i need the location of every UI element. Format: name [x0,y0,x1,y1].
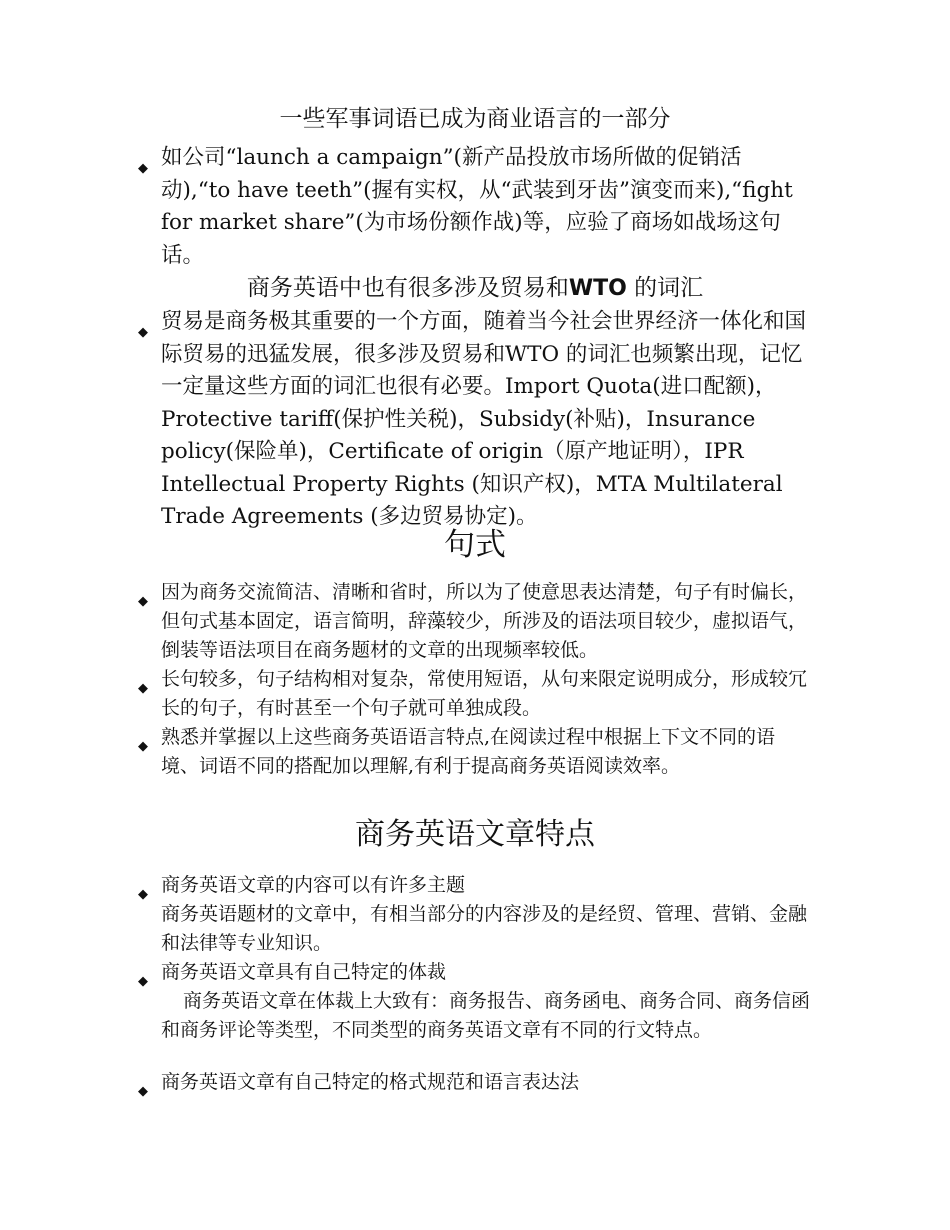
bullet-diamond-icon: ◆ [138,739,148,754]
bullet-body [161,871,810,958]
feature-bullet [138,958,810,1045]
sentence-bullet [138,665,810,723]
military-words-heading: 一些军事词语已成为商业语言的一部分 [279,106,671,132]
bullet-text: 如公司“launch a campaign”(新产品投放市场所做的促销活动),“to have teeth”(握有实权，从“武装到牙齿”演变而来),“fight for market share”(为市场份额作战)等，应验了商场如战场这句话。 [161,145,793,268]
bullet-text: 长句较多，句子结构相对复杂，常使用短语，从句来限定说明成分，形成较冗长的句子，有时甚至一个句子就可单独成段。 [161,668,808,719]
heading-prefix: 商务英语中也有很多涉及贸易和 [246,275,569,301]
bullet-body [161,958,810,1045]
sentence-heading: 句式 [444,527,506,563]
bullet-text: 贸易是商务极其重要的一个方面，随着当今社会世界经济一体化和国际贸易的迅猛发展，很多涉及贸易和WTO 的词汇也频繁出现，记忆一定量这些方面的词汇也很有必要。Import Quota(进口配额)，Protective tariff(保护性关税)，Subsidy(补贴)，Insurance policy(保险单)，Certificate of origin（原产地证明），IPR Intellectual Property Rights (知识产权)，MTA Multilateral Trade Agreements (多边贸易协定)。 [161,309,807,529]
bullet-title: 商务英语文章有自己特定的格式规范和语言表达法 [161,1071,580,1093]
bullet-diamond-icon: ◆ [138,325,148,340]
heading-wto: WTO [568,276,627,301]
wto-vocabulary-bullet [138,306,810,534]
bullet-diamond-icon: ◆ [138,161,148,176]
bullet-body [161,1068,810,1097]
sentence-bullet [138,578,810,665]
feature-bullet [138,871,810,958]
bullet-diamond-icon: ◆ [138,1084,148,1099]
bullet-text: 因为商务交流简洁、清晰和省时，所以为了使意思表达清楚，句子有时偏长，但句式基本固定，语言简明，辞藻较少，所涉及的语法项目较少，虚拟语气，倒装等语法项目在商务题材的文章的出现频率较低。 [161,581,808,661]
bullet-diamond-icon: ◆ [138,887,148,902]
bullet-diamond-icon: ◆ [138,594,148,609]
bullet-title: 商务英语文章的内容可以有许多主题 [161,874,466,896]
bullet-diamond-icon: ◆ [138,681,148,696]
heading-suffix: 的词汇 [626,275,704,301]
bullet-diamond-icon: ◆ [138,974,148,989]
military-words-bullet [138,142,810,272]
bullet-title: 商务英语文章具有自己特定的体裁 [161,961,447,983]
feature-bullet [138,1068,810,1097]
bullet-detail: 商务英语文章在体裁上大致有：商务报告、商务函电、商务合同、商务信函和商务评论等类型，不同类型的商务英语文章有不同的行文特点。 [161,990,811,1041]
bullet-detail: 商务英语题材的文章中，有相当部分的内容涉及的是经贸、管理、营销、金融和法律等专业知识。 [161,903,808,954]
sentence-bullet [138,723,810,781]
wto-vocabulary-heading [0,273,950,304]
bullet-text: 熟悉并掌握以上这些商务英语语言特点,在阅读过程中根据上下文不同的语境、词语不同的搭配加以理解,有利于提高商务英语阅读效率。 [161,726,776,777]
article-features-heading: 商务英语文章特点 [355,817,595,852]
